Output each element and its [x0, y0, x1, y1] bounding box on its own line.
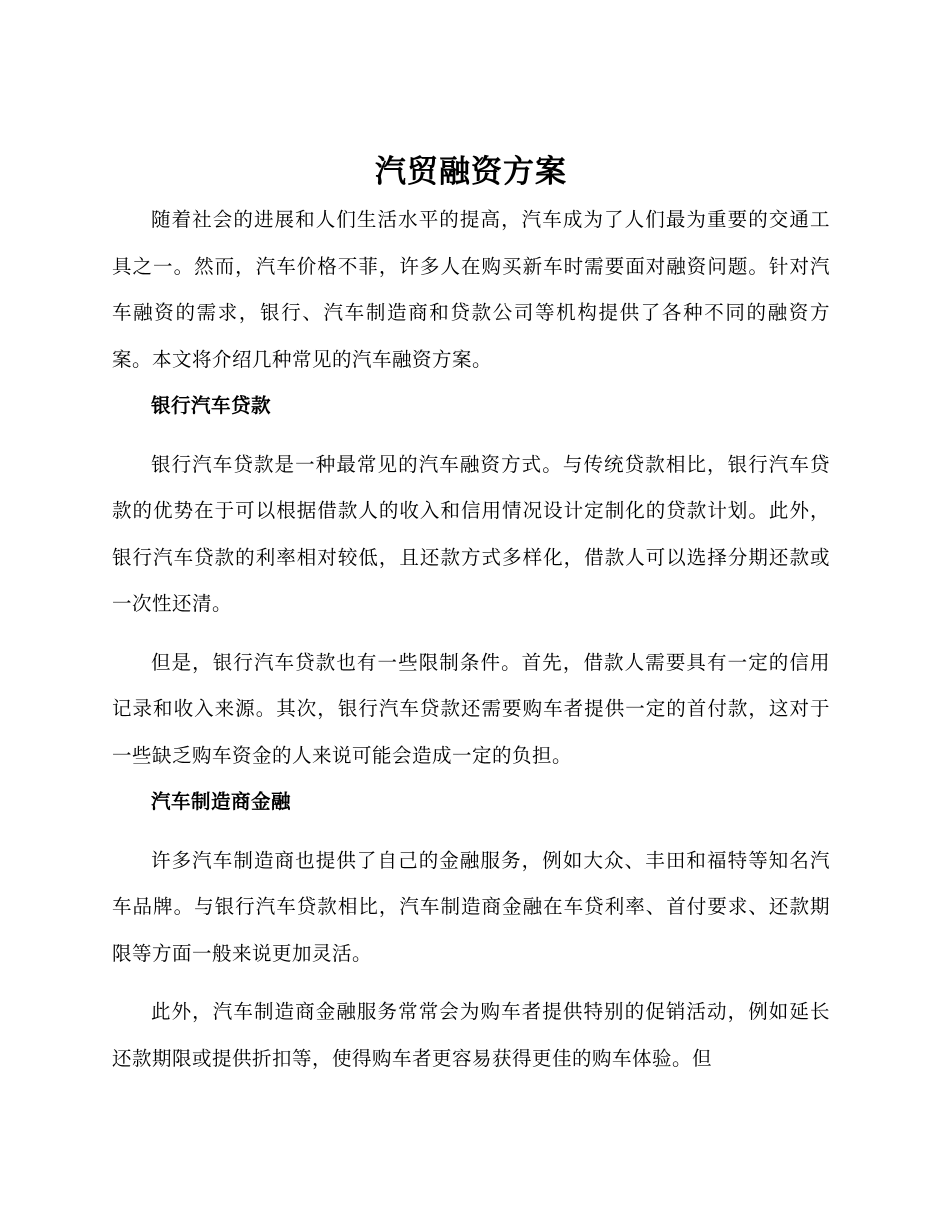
document-title: 汽贸融资方案 — [375, 154, 567, 190]
manufacturer-finance-paragraph-2: 此外，汽车制造商金融服务常常会为购车者提供特别的促销活动，例如延长还款期限或提供折扣等，使得购车者更容易获得更佳的购车体验。但 — [112, 1000, 830, 1070]
bank-loan-paragraph-2: 但是，银行汽车贷款也有一些限制条件。首先，借款人需要具有一定的信用记录和收入来源。其次，银行汽车贷款还需要购车者提供一定的首付款，这对于一些缺乏购车资金的人来说可能会造成一定的负担。 — [112, 650, 830, 767]
section-bank-loan — [112, 383, 830, 779]
section-heading-bank-loan: 银行汽车贷款 — [151, 394, 272, 417]
section-heading-manufacturer-finance: 汽车制造商金融 — [151, 790, 292, 813]
document-page — [112, 150, 830, 1082]
bank-loan-paragraph-1: 银行汽车贷款是一种最常见的汽车融资方式。与传统贷款相比，银行汽车贷款的优势在于可以根据借款人的收入和信用情况设计定制化的贷款计划。此外，银行汽车贷款的利率相对较低，且还款方式多样化，借款人可以选择分期还款或一次性还清。 — [112, 452, 830, 615]
intro-paragraph: 随着社会的进展和人们生活水平的提高，汽车成为了人们最为重要的交通工具之一。然而，汽车价格不菲，许多人在购买新车时需要面对融资问题。针对汽车融资的需求，银行、汽车制造商和贷款公司等机构提供了各种不同的融资方案。本文将介绍几种常见的汽车融资方案。 — [112, 208, 830, 371]
section-manufacturer-finance — [112, 779, 830, 1082]
manufacturer-finance-paragraph-1: 许多汽车制造商也提供了自己的金融服务，例如大众、丰田和福特等知名汽车品牌。与银行汽车贷款相比，汽车制造商金融在车贷利率、首付要求、还款期限等方面一般来说更加灵活。 — [112, 848, 830, 965]
